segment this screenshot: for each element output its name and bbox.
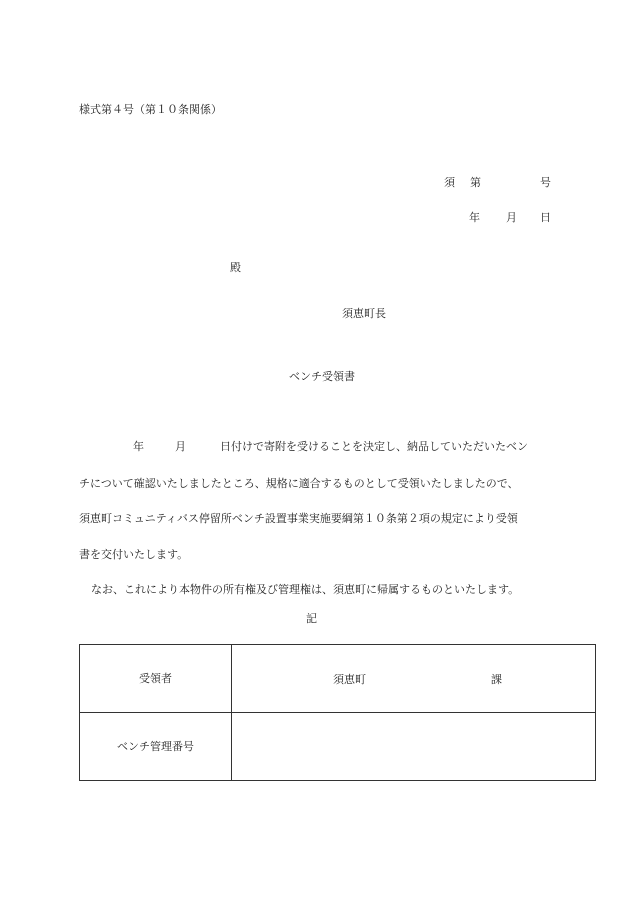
document-title: ベンチ受領書: [289, 370, 355, 383]
ki-heading: 記: [306, 612, 317, 625]
date-month: 月: [506, 211, 517, 224]
body-line-1-text: 日付けで寄附を受けることを決定し、納品していただいたベン: [220, 440, 528, 453]
number-go: 号: [540, 176, 551, 189]
body-line-2: チについて確認いたしましたところ、規格に適合するものとして受領いたしましたので、: [79, 477, 519, 490]
table-row: [80, 713, 596, 781]
body-line-3: 須恵町コミュニティバス停留所ベンチ設置事業実施要綱第１０条第２項の規定により受領: [79, 512, 518, 525]
date-day: 日: [540, 211, 551, 224]
number-prefix: 須: [444, 176, 455, 189]
body-line-5: なお、これにより本物件の所有権及び管理権は、須恵町に帰属するものといたします。: [91, 583, 520, 596]
table-row: [80, 645, 596, 713]
date-year: 年: [469, 211, 480, 224]
body-line-4: 書を交付いたします。: [79, 548, 189, 561]
recipient-town: 須恵町: [333, 673, 366, 686]
bench-number-label: ベンチ管理番号: [80, 713, 232, 781]
bench-number-value: [232, 713, 596, 781]
recipient-ka: 課: [491, 673, 502, 686]
body-year: 年: [133, 440, 144, 453]
body-month: 月: [175, 440, 186, 453]
addressee-suffix: 殿: [230, 261, 241, 274]
recipient-label: 受領者: [80, 645, 232, 713]
issuer-name: 須恵町長: [342, 307, 386, 320]
recipient-value: [232, 645, 596, 713]
number-dai: 第: [470, 176, 481, 189]
info-table: [79, 644, 596, 781]
form-label: 様式第４号（第１０条関係）: [79, 103, 222, 116]
